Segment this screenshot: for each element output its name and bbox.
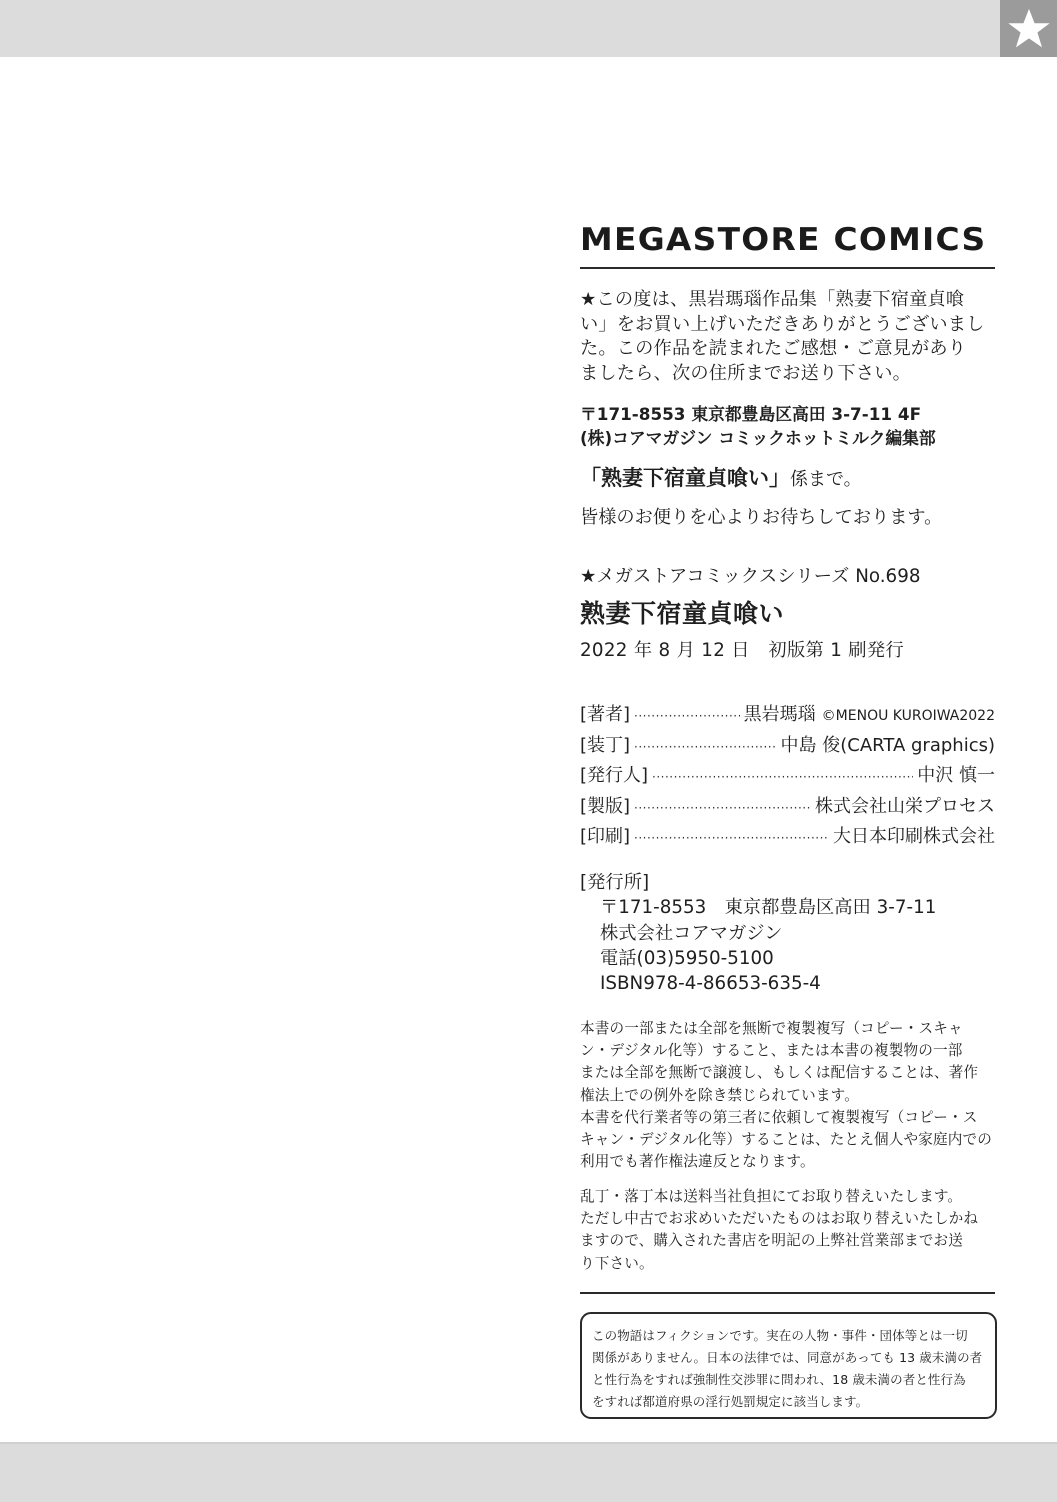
- top-bar: [0, 0, 1057, 57]
- credit-label: [装丁]: [580, 734, 631, 756]
- fiction-line: 関係がありません。日本の法律では、同意があっても 13 歳未満の者: [592, 1350, 983, 1365]
- fiction-line: と性行為をすれば強制性交渉罪に問われ、18 歳未満の者と性行為: [592, 1372, 966, 1387]
- legal-line: 本書の一部または全部を無断で複製複写（コピー・スキャ: [580, 1020, 963, 1037]
- series-number: ★メガストアコミックスシリーズ No.698: [580, 566, 921, 587]
- department-line: (株)コアマガジン コミックホットミルク編集部: [580, 428, 936, 448]
- credit-value: 大日本印刷株式会社: [833, 826, 995, 847]
- thanks-line: 皆様のお便りを心よりお待ちしております。: [580, 507, 943, 528]
- credit-label: [製版]: [580, 795, 631, 817]
- credit-design: [580, 731, 995, 762]
- returns-notice: [580, 1186, 995, 1275]
- publisher-info: [580, 870, 995, 996]
- credit-author: [580, 700, 995, 731]
- leader-dots: [652, 770, 913, 784]
- credit-value: 株式会社山栄プロセス: [815, 795, 995, 817]
- publisher-company: 株式会社コアマガジン: [600, 922, 783, 944]
- brand-title: MEGASTORE COMICS: [580, 222, 987, 258]
- credit-label: [発行人]: [580, 765, 649, 786]
- book-title: 熟妻下宿童貞喰い: [580, 599, 785, 628]
- message-line: た。この作品を読まれたご感想・ご意見があり: [580, 338, 967, 359]
- publisher-label: [発行所]: [580, 872, 650, 893]
- leader-dots: [634, 801, 811, 815]
- message-line: ★この度は、黒岩瑪瑙作品集「熟妻下宿童貞喰: [580, 289, 965, 310]
- publisher-address: 〒171-8553 東京都豊島区高田 3-7-11: [600, 897, 937, 919]
- credit-value: 中沢 慎一: [917, 765, 995, 786]
- copyright-legal-notice: [580, 1018, 995, 1173]
- message-line: い」をお買い上げいただきありがとうございまし: [580, 313, 985, 335]
- fiction-line: をすれば都道府県の淫行処罰規定に該当します。: [592, 1394, 869, 1409]
- leader-dots: [634, 831, 829, 845]
- star-icon: [1006, 6, 1052, 52]
- care-of-line: [580, 462, 995, 492]
- returns-line: 乱丁・落丁本は送料当社負担にてお取り替えいたします。: [580, 1188, 963, 1205]
- leader-dots: [634, 740, 777, 754]
- reader-message: [580, 288, 995, 386]
- fiction-notice-box: [580, 1312, 997, 1419]
- legal-line: キャン・デジタル化等）することは、たとえ個人や家庭内での: [580, 1131, 992, 1149]
- message-line: ましたら、次の住所までお送り下さい。: [580, 362, 911, 384]
- returns-line: り下さい。: [580, 1254, 654, 1272]
- isbn: ISBN978-4-86653-635-4: [600, 973, 821, 995]
- copyright-notice: ©MENOU KUROIWA2022: [821, 708, 995, 724]
- leader-dots: [634, 709, 740, 723]
- fiction-line: この物語はフィクションです。実在の人物・事件・団体等とは一切: [592, 1328, 968, 1343]
- address-line: 〒171-8553 東京都豊島区高田 3-7-11 4F: [580, 404, 922, 424]
- credit-label: [著者]: [580, 704, 631, 725]
- editorial-address: [580, 402, 995, 450]
- notice-divider: [580, 1292, 995, 1294]
- publisher-phone: 電話(03)5950-5100: [600, 947, 774, 969]
- legal-line: または全部を無断で譲渡し、もしくは配信することは、著作: [580, 1064, 979, 1082]
- credits-list: [580, 700, 995, 853]
- legal-line: 本書を代行業者等の第三者に依頼して複製複写（コピー・ス: [580, 1108, 978, 1126]
- returns-line: ただし中古でお求めいただいたものはお取り替えいたしかね: [580, 1210, 979, 1228]
- legal-line: 権法上での例外を除き禁じられています。: [580, 1086, 859, 1104]
- care-suffix: 係まで。: [790, 469, 862, 490]
- returns-line: ますので、購入された書店を明記の上弊社営業部までお送: [580, 1232, 964, 1250]
- star-badge: [1000, 0, 1057, 57]
- credit-value: 黒岩瑪瑙: [743, 704, 816, 725]
- legal-line: ン・デジタル化等）すること、または本書の複製物の一部: [580, 1042, 963, 1060]
- bottom-bar: [0, 1442, 1057, 1502]
- credit-label: [印刷]: [580, 826, 631, 847]
- credit-value: 中島 俊(CARTA graphics): [780, 734, 995, 756]
- legal-line: 利用でも著作権法違反となります。: [580, 1153, 815, 1171]
- credit-publisher-person: [580, 761, 995, 792]
- credit-printing: [580, 822, 995, 853]
- credit-plate-making: [580, 792, 995, 823]
- publication-date: 2022 年 8 月 12 日 初版第 1 刷発行: [580, 640, 905, 661]
- brand-divider: [580, 267, 995, 269]
- care-title: 「熟妻下宿童貞喰い」: [580, 466, 790, 490]
